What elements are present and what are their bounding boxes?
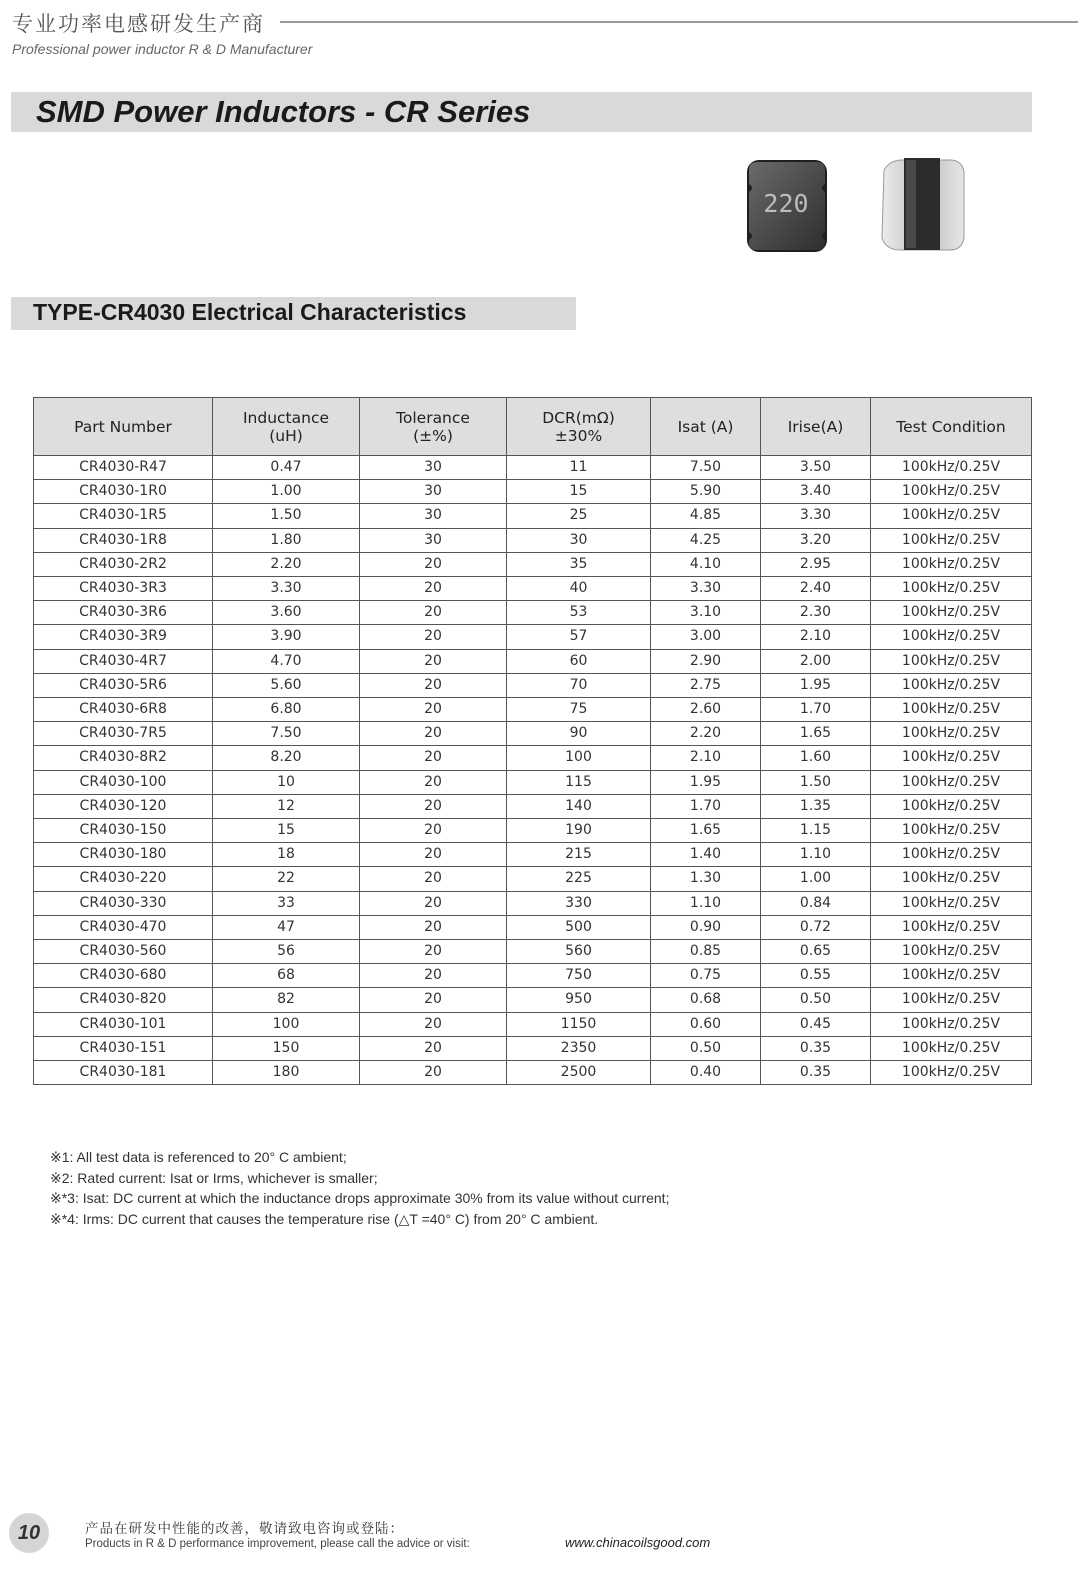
table-cell: 100kHz/0.25V [871,964,1032,988]
table-cell: 20 [360,843,507,867]
table-cell: 20 [360,722,507,746]
table-cell: CR4030-120 [34,794,213,818]
table-cell: 20 [360,770,507,794]
table-cell: 100kHz/0.25V [871,1012,1032,1036]
table-cell: CR4030-3R9 [34,625,213,649]
table-cell: 0.50 [651,1036,761,1060]
table-cell: 3.30 [651,577,761,601]
table-cell: 3.20 [761,528,871,552]
table-cell: 90 [507,722,651,746]
table-cell: 3.60 [213,601,360,625]
table-cell: 5.90 [651,480,761,504]
table-cell: 1.50 [213,504,360,528]
column-header [761,398,871,456]
table-row [34,722,1032,746]
table-cell: 100kHz/0.25V [871,480,1032,504]
spec-table-body [34,456,1032,1085]
table-cell: CR4030-180 [34,843,213,867]
table-cell: 20 [360,577,507,601]
table-row [34,891,1032,915]
table-cell: 0.55 [761,964,871,988]
table-cell: CR4030-1R0 [34,480,213,504]
table-cell: 100kHz/0.25V [871,698,1032,722]
table-cell: CR4030-151 [34,1036,213,1060]
column-header [360,398,507,456]
series-title: SMD Power Inductors - CR Series [36,94,531,129]
table-row [34,504,1032,528]
table-cell: 11 [507,456,651,480]
table-cell: 100kHz/0.25V [871,988,1032,1012]
table-row [34,673,1032,697]
column-header-line: Inductance [242,408,330,427]
table-cell: 3.40 [761,480,871,504]
table-row [34,1036,1032,1060]
table-cell: CR4030-3R3 [34,577,213,601]
table-cell: 40 [507,577,651,601]
table-cell: CR4030-2R2 [34,552,213,576]
table-cell: CR4030-220 [34,867,213,891]
table-row [34,843,1032,867]
table-cell: 100kHz/0.25V [871,891,1032,915]
table-cell: 2.10 [651,746,761,770]
column-header-line: Irise(A) [787,417,844,436]
table-cell: CR4030-3R6 [34,601,213,625]
table-cell: 20 [360,891,507,915]
table-cell: 225 [507,867,651,891]
table-cell: 0.35 [761,1036,871,1060]
table-cell: 100 [507,746,651,770]
table-row [34,819,1032,843]
table-cell: 20 [360,698,507,722]
table-cell: 100kHz/0.25V [871,940,1032,964]
table-cell: CR4030-4R7 [34,649,213,673]
table-cell: 215 [507,843,651,867]
table-cell: 2.20 [213,552,360,576]
table-row [34,940,1032,964]
table-cell: 30 [360,504,507,528]
table-cell: 1.10 [761,843,871,867]
table-header-row [34,398,1032,456]
table-cell: 75 [507,698,651,722]
footer-url[interactable]: www.chinacoilsgood.com [565,1535,711,1550]
table-cell: 1.00 [761,867,871,891]
table-cell: 100kHz/0.25V [871,528,1032,552]
table-cell: 2.75 [651,673,761,697]
table-cell: 20 [360,915,507,939]
table-cell: 3.10 [651,601,761,625]
table-cell: CR4030-100 [34,770,213,794]
page-number: 10 [17,1521,41,1544]
table-cell: 0.50 [761,988,871,1012]
table-cell: 2.30 [761,601,871,625]
column-header-line: (±%) [413,426,453,445]
table-cell: 30 [507,528,651,552]
table-cell: CR4030-1R5 [34,504,213,528]
table-cell: 330 [507,891,651,915]
note-line: ※*4: Irms: DC current that causes the temperature rise (△T =40° C) from 20° C ambient. [50,1211,599,1228]
table-cell: 500 [507,915,651,939]
table-row [34,867,1032,891]
table-cell: 1.95 [761,673,871,697]
table-cell: 100kHz/0.25V [871,601,1032,625]
note-line: ※*3: Isat: DC current at which the inductance drops approximate 30% from its value without current; [50,1190,670,1207]
table-cell: 1.50 [761,770,871,794]
column-header-line: ±30% [554,426,603,445]
table-row [34,698,1032,722]
table-cell: 0.90 [651,915,761,939]
table-cell: 20 [360,794,507,818]
header-title-cn: 专业功率电感研发生产商 [12,12,265,36]
table-cell: 1.70 [651,794,761,818]
table-cell: 0.75 [651,964,761,988]
table-cell: 0.65 [761,940,871,964]
column-header-line: (uH) [269,426,303,445]
table-cell: 140 [507,794,651,818]
header-tagline: Professional power inductor R & D Manufacturer [12,41,313,57]
column-header-line: Test Condition [896,417,1006,436]
table-cell: 7.50 [651,456,761,480]
table-cell: 1.15 [761,819,871,843]
table-cell: 20 [360,1061,507,1085]
column-header-line: Tolerance [396,408,470,427]
spec-table-header [34,398,1032,456]
table-cell: 4.10 [651,552,761,576]
column-header [871,398,1032,456]
table-cell: 20 [360,940,507,964]
footer-notice-en: Products in R & D performance improvement, please call the advice or visit: [85,1538,470,1550]
table-cell: 2.00 [761,649,871,673]
table-cell: 20 [360,1036,507,1060]
table-cell: 2.10 [761,625,871,649]
table-cell: 10 [213,770,360,794]
table-cell: 3.30 [761,504,871,528]
table-row [34,964,1032,988]
column-header [507,398,651,456]
table-cell: 20 [360,1012,507,1036]
table-cell: 20 [360,649,507,673]
table-cell: 2.20 [651,722,761,746]
table-cell: 4.25 [651,528,761,552]
table-cell: 56 [213,940,360,964]
table-cell: 3.00 [651,625,761,649]
table-cell: 1.10 [651,891,761,915]
table-cell: 1.80 [213,528,360,552]
table-cell: 0.60 [651,1012,761,1036]
table-cell: 8.20 [213,746,360,770]
table-cell: 100kHz/0.25V [871,722,1032,746]
table-cell: 57 [507,625,651,649]
table-cell: 20 [360,819,507,843]
table-cell: CR4030-330 [34,891,213,915]
table-cell: CR4030-6R8 [34,698,213,722]
table-cell: 180 [213,1061,360,1085]
table-cell: CR4030-101 [34,1012,213,1036]
table-cell: 115 [507,770,651,794]
table-cell: 100kHz/0.25V [871,673,1032,697]
inductor-side-view-image [870,152,970,262]
table-cell: 1150 [507,1012,651,1036]
table-cell: 2.95 [761,552,871,576]
table-cell: 20 [360,964,507,988]
table-cell: 25 [507,504,651,528]
table-cell: CR4030-8R2 [34,746,213,770]
table-cell: 4.70 [213,649,360,673]
table-cell: CR4030-150 [34,819,213,843]
table-cell: 30 [360,480,507,504]
table-cell: CR4030-820 [34,988,213,1012]
page-number-badge [9,1513,49,1553]
table-cell: 2350 [507,1036,651,1060]
table-cell: 0.35 [761,1061,871,1085]
table-cell: 100kHz/0.25V [871,915,1032,939]
table-cell: 20 [360,625,507,649]
table-cell: 35 [507,552,651,576]
table-cell: 22 [213,867,360,891]
inductor-marking: 220 [763,189,809,218]
table-cell: 100kHz/0.25V [871,770,1032,794]
table-cell: 3.90 [213,625,360,649]
inductor-top-view-image [735,152,835,262]
table-row [34,794,1032,818]
table-row [34,1061,1032,1085]
table-cell: 33 [213,891,360,915]
notes [50,1147,669,1230]
table-row [34,649,1032,673]
table-cell: 20 [360,673,507,697]
table-cell: 100kHz/0.25V [871,843,1032,867]
table-cell: 30 [360,456,507,480]
table-row [34,577,1032,601]
table-row [34,601,1032,625]
table-cell: 100kHz/0.25V [871,867,1032,891]
table-cell: 2.90 [651,649,761,673]
table-cell: CR4030-7R5 [34,722,213,746]
table-cell: CR4030-181 [34,1061,213,1085]
table-cell: 3.50 [761,456,871,480]
table-cell: 6.80 [213,698,360,722]
table-cell: 0.72 [761,915,871,939]
table-row [34,552,1032,576]
table-cell: 4.85 [651,504,761,528]
column-header-line: Isat (A) [677,417,734,436]
table-cell: 15 [507,480,651,504]
table-row [34,1012,1032,1036]
table-cell: 0.47 [213,456,360,480]
table-cell: 70 [507,673,651,697]
column-header [213,398,360,456]
table-row [34,480,1032,504]
table-cell: 1.70 [761,698,871,722]
table-cell: 47 [213,915,360,939]
table-row [34,528,1032,552]
table-cell: 0.40 [651,1061,761,1085]
table-cell: 1.65 [651,819,761,843]
table-cell: 3.30 [213,577,360,601]
column-header [651,398,761,456]
table-cell: 60 [507,649,651,673]
table-row [34,915,1032,939]
table-cell: 20 [360,746,507,770]
table-cell: 82 [213,988,360,1012]
table-cell: 2500 [507,1061,651,1085]
table-cell: 12 [213,794,360,818]
table-cell: 100kHz/0.25V [871,649,1032,673]
note-line: ※2: Rated current: Isat or Irms, whichever is smaller; [50,1169,378,1186]
table-cell: 1.00 [213,480,360,504]
table-row [34,770,1032,794]
table-cell: 15 [213,819,360,843]
type-title: TYPE-CR4030 Electrical Characteristics [33,299,467,325]
table-cell: 20 [360,867,507,891]
table-cell: CR4030-1R8 [34,528,213,552]
table-row [34,988,1032,1012]
table-cell: 100kHz/0.25V [871,794,1032,818]
table-cell: CR4030-R47 [34,456,213,480]
table-row [34,456,1032,480]
table-cell: 0.45 [761,1012,871,1036]
table-cell: CR4030-470 [34,915,213,939]
table-cell: 0.85 [651,940,761,964]
table-cell: CR4030-680 [34,964,213,988]
table-cell: 100kHz/0.25V [871,552,1032,576]
table-cell: 100kHz/0.25V [871,504,1032,528]
table-cell: 100kHz/0.25V [871,625,1032,649]
footer-notice-cn: 产品在研发中性能的改善，敬请致电咨询或登陆： [85,1521,404,1537]
table-cell: 1.40 [651,843,761,867]
table-cell: 1.35 [761,794,871,818]
table-cell: 190 [507,819,651,843]
table-cell: 20 [360,552,507,576]
table-cell: 1.30 [651,867,761,891]
table-cell: 1.60 [761,746,871,770]
table-cell: 100kHz/0.25V [871,1061,1032,1085]
table-cell: 0.68 [651,988,761,1012]
column-header-line: Part Number [74,417,172,436]
table-cell: 750 [507,964,651,988]
table-cell: CR4030-560 [34,940,213,964]
table-cell: 53 [507,601,651,625]
table-cell: 1.95 [651,770,761,794]
table-cell: 100 [213,1012,360,1036]
column-header [34,398,213,456]
table-cell: 30 [360,528,507,552]
table-cell: 100kHz/0.25V [871,746,1032,770]
table-cell: 150 [213,1036,360,1060]
table-cell: 560 [507,940,651,964]
table-row [34,625,1032,649]
note-line: ※1: All test data is referenced to 20° C ambient; [50,1149,347,1165]
table-cell: 100kHz/0.25V [871,577,1032,601]
table-cell: 20 [360,988,507,1012]
table-cell: CR4030-5R6 [34,673,213,697]
table-cell: 2.60 [651,698,761,722]
table-cell: 7.50 [213,722,360,746]
table-cell: 20 [360,601,507,625]
header-rule [280,21,1078,23]
table-cell: 0.84 [761,891,871,915]
table-cell: 5.60 [213,673,360,697]
table-row [34,746,1032,770]
table-cell: 100kHz/0.25V [871,456,1032,480]
table-cell: 18 [213,843,360,867]
table-cell: 100kHz/0.25V [871,819,1032,843]
column-header-line: DCR(mΩ) [542,408,615,427]
table-cell: 1.65 [761,722,871,746]
table-cell: 2.40 [761,577,871,601]
table-cell: 950 [507,988,651,1012]
table-cell: 100kHz/0.25V [871,1036,1032,1060]
table-cell: 68 [213,964,360,988]
spec-table [33,397,1032,1085]
